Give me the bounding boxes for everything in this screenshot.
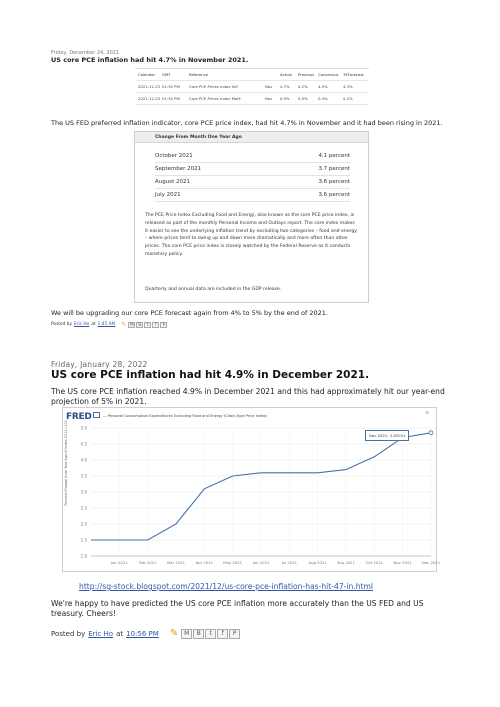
email-post-button[interactable]: M [130, 322, 134, 327]
calendar-header: Actual [280, 72, 292, 77]
y-tick-label: 3.0 [80, 489, 87, 495]
y-axis-label: Percent Change from Year Ago of Index 2012=100 [64, 420, 68, 506]
post2-title[interactable]: US core PCE inflation had hit 4.9% in December 2021. [51, 369, 370, 381]
pce-row [155, 163, 350, 176]
share-facebook-button[interactable]: f [217, 629, 228, 639]
calendar-cell: 2021-12-23 [138, 96, 161, 101]
posted-by-label: Posted by [51, 322, 72, 327]
calendar-cell: 4.2% [298, 84, 308, 89]
calendar-table [135, 68, 369, 105]
post1-title[interactable]: US core PCE inflation had hit 4.7% in November 2021. [51, 56, 249, 64]
y-tick-label: 3.5 [80, 473, 87, 479]
calendar-cell: 01:30 PM [162, 84, 180, 89]
pce-info-box [134, 131, 369, 303]
share-toolbar [128, 322, 167, 328]
calendar-header: Reference [189, 72, 209, 77]
x-tick-label: Feb 2021 [138, 560, 157, 565]
y-tick-label: 1.5 [80, 537, 87, 543]
pce-row-month: August 2021 [155, 179, 190, 185]
pce-row-month: September 2021 [155, 166, 202, 172]
calendar-cell: Core PCE Prices Index YoY [189, 84, 239, 89]
calendar-cell: 4.5% [318, 84, 328, 89]
share-facebook-button[interactable]: f [152, 322, 159, 328]
chart-tooltip [365, 430, 409, 441]
at-label: at [116, 629, 124, 638]
calendar-cell: 0.5% [298, 96, 308, 101]
share-pinterest-button[interactable]: P [160, 322, 167, 328]
calendar-header: GMT [162, 72, 171, 77]
fred-chart [62, 407, 441, 572]
pce-row [155, 176, 350, 189]
calendar-header-row [135, 69, 369, 81]
x-tick-label: Jun 2021 [252, 560, 270, 565]
pce-row-value: 3.6 percent [318, 192, 350, 198]
data-point [429, 431, 433, 435]
share-toolbar [181, 629, 240, 639]
share-twitter-button[interactable]: t [144, 322, 151, 328]
x-tick-label: May 2021 [223, 560, 243, 565]
post1-outro: We will be upgrading our core PCE forecast again from 4% to 5% by the end of 2021. [51, 309, 328, 317]
x-tick-label: Aug 2021 [308, 560, 327, 565]
at-label: at [91, 322, 96, 327]
y-tick-label: 2.5 [80, 505, 87, 511]
post2-date: Friday, January 28, 2022 [51, 360, 148, 369]
x-tick-label: Mar 2021 [166, 560, 186, 565]
fred-logo: FRED [66, 412, 92, 422]
x-tick-label: Dec 2021 [421, 560, 441, 565]
y-tick-label: 4.5 [80, 441, 87, 447]
post2-intro: The US core PCE inflation reached 4.9% in December 2021 and this had approximately hit our year-end projection of 5% in 2021. [51, 387, 445, 406]
post-time-link[interactable]: 10:56 PM [126, 629, 159, 638]
y-tick-label: 2.0 [80, 521, 87, 527]
calendar-cell: Nov [265, 84, 273, 89]
calendar-cell: 01:30 PM [162, 96, 180, 101]
pce-box-note: Quarterly and annual data are included in the GDP release. [145, 287, 282, 292]
chart-legend: — Personal Consumption Expenditures Excluding Food and Energy (Chain-Type Price Index) [103, 414, 268, 418]
calendar-header: Previous [298, 72, 315, 77]
calendar-header: TEForecast [343, 72, 364, 77]
x-tick-label: Oct 2021 [365, 560, 384, 565]
table-row [135, 93, 369, 105]
author-link[interactable]: Eric Ho [88, 629, 114, 638]
post2-footer [51, 628, 240, 639]
blog-this-button[interactable]: B [193, 629, 204, 639]
blog-this-button[interactable]: B [136, 322, 143, 328]
post-time-link[interactable]: 1:45 AM [97, 322, 116, 327]
calendar-cell: 4.3% [343, 84, 353, 89]
x-tick-label: Apr 2021 [195, 560, 214, 565]
reference-link[interactable]: http://sg-stock.blogspot.com/2021/12/us-core-pce-inflation-has-hit-47-in.html [79, 582, 374, 591]
post1-intro: The US FED preferred inflation indicator, core PCE price index, had hit 4.7% in November and it had been rising in 2021. [51, 119, 443, 127]
pencil-icon[interactable]: ✎ [169, 628, 179, 639]
y-tick-label: 5.0 [80, 425, 87, 431]
post1-footer [51, 321, 167, 328]
pce-row-month: July 2021 [155, 192, 181, 198]
email-post-button[interactable]: M [181, 629, 192, 639]
table-row [135, 81, 369, 93]
post2-outro: We're happy to have predicted the US core PCE inflation more accurately than the US FED and US treasury. Cheers! [51, 599, 424, 618]
x-tick-label: Jan 2021 [110, 560, 128, 565]
tooltip-value: 4.85004 [389, 433, 406, 438]
post1-date: Friday, December 24, 2021 [51, 50, 120, 56]
x-tick-label: Nov 2021 [393, 560, 412, 565]
x-tick-label: Jul 2021 [281, 560, 298, 565]
calendar-cell: 0.5% [280, 96, 290, 101]
pce-box-description: The PCE Price Index Excluding Food and Energy, also known as the core PCE price index, is released as part of the monthly Personal Income and Outlays report. The core index makes it easier to see the underlying inflation trend by excluding two categories – food and energy – where prices tend to swing up and down more dramatically and more often than other prices. The core PCE price index is closely watched by the Federal Reserve as it conducts monetary policy. [145, 213, 357, 257]
calendar-cell: 4.7% [280, 84, 290, 89]
menu-icon[interactable]: ☰ [425, 410, 429, 415]
author-link[interactable]: Eric Ho [74, 322, 90, 327]
calendar-cell: 0.4% [318, 96, 328, 101]
tooltip-date: Dec 2021: [369, 433, 389, 438]
calendar-header: Consensus [318, 72, 339, 77]
pce-row-value: 4.1 percent [318, 153, 350, 159]
pce-row [155, 189, 350, 202]
post2-link[interactable] [79, 582, 373, 591]
y-tick-label: 1.0 [80, 553, 87, 559]
x-tick-label: Sep 2021 [336, 560, 356, 565]
calendar-cell: 0.2% [343, 96, 353, 101]
calendar-header: Calendar [138, 72, 156, 77]
share-twitter-button[interactable]: t [205, 629, 216, 639]
posted-by-label: Posted by [51, 629, 86, 638]
pce-box-heading: Change From Month One Year Ago [135, 132, 368, 143]
pce-row-value: 3.6 percent [318, 179, 350, 185]
calendar-cell: Nov [265, 96, 273, 101]
calendar-cell: 2021-12-23 [138, 84, 161, 89]
pencil-icon[interactable]: ✎ [121, 321, 127, 328]
share-pinterest-button[interactable]: P [229, 629, 240, 639]
pce-row [155, 150, 350, 163]
y-tick-label: 4.0 [80, 457, 87, 463]
pce-row-value: 3.7 percent [318, 166, 350, 172]
pce-row-month: October 2021 [155, 153, 193, 159]
calendar-cell: Core PCE Prices Index MoM [189, 96, 241, 101]
